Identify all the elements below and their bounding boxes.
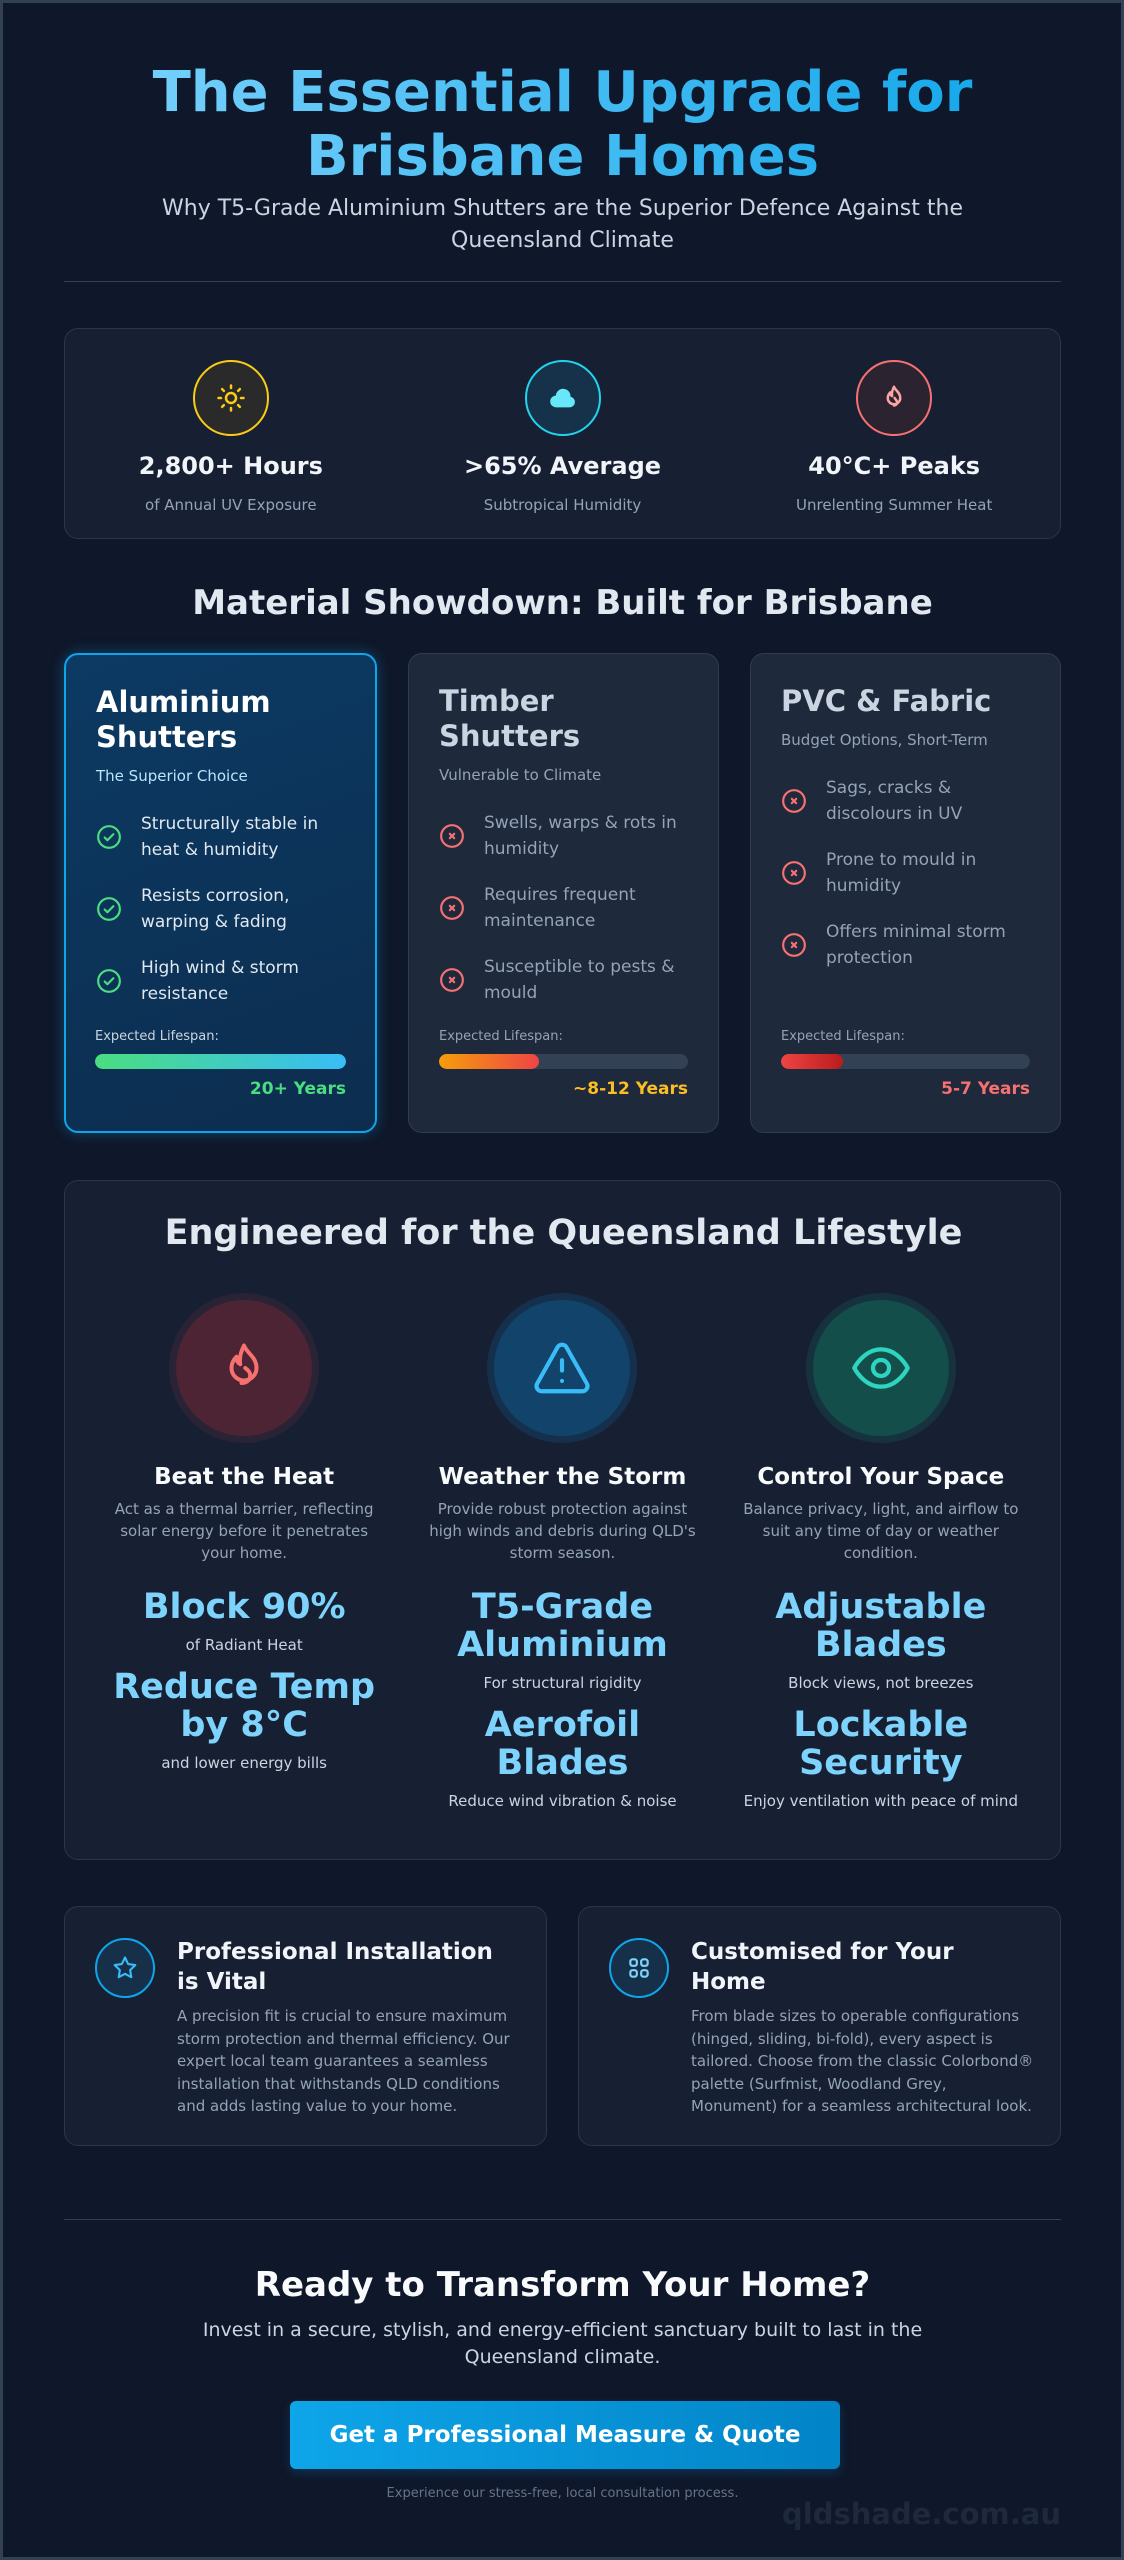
- stat-uv: [65, 329, 397, 538]
- x-circle-icon: [439, 823, 465, 849]
- info-title: Professional Installation is Vital: [177, 1939, 493, 1995]
- con-item: [439, 810, 688, 862]
- feature-metric: Aerofoil Blades: [484, 1705, 641, 1783]
- metric-label: Reduce wind vibration & noise: [448, 1792, 677, 1810]
- cloud-icon: [525, 360, 601, 436]
- con-text: Offers minimal storm protection: [826, 922, 1006, 968]
- card-timber: [408, 653, 719, 1133]
- check-circle-icon: [96, 968, 122, 994]
- page-subtitle: Why T5-Grade Aluminium Shutters are the Superior Defence Against the Queensland Climate: [162, 196, 963, 253]
- pro-text: Resists corrosion, warping & fading: [141, 886, 290, 932]
- metric-label: Enjoy ventilation with peace of mind: [743, 1792, 1018, 1810]
- lifespan-years: 5-7 Years: [941, 1079, 1030, 1099]
- stat-value: >65% Average: [463, 452, 662, 480]
- infographic-page: [3, 3, 1121, 2557]
- lifespan-label: Expected Lifespan:: [439, 1029, 563, 1044]
- grid-icon: [609, 1938, 669, 1998]
- metric-label: and lower energy bills: [161, 1754, 327, 1772]
- feature-metric: Reduce Temp by 8°C: [113, 1667, 376, 1745]
- card-title: Aluminium Shutters: [96, 685, 271, 754]
- features-panel: [64, 1180, 1061, 1860]
- pro-item: [96, 955, 345, 1007]
- x-circle-icon: [439, 967, 465, 993]
- divider: [64, 281, 1061, 282]
- con-item: [781, 775, 1030, 827]
- feature-storm: [403, 1293, 721, 1810]
- card-aluminium: [64, 653, 377, 1133]
- cta-note: Experience our stress-free, local consultation process.: [386, 2486, 739, 2501]
- divider: [64, 2219, 1061, 2220]
- feature-desc: Provide robust protection against high winds and debris during QLD's storm season.: [429, 1500, 696, 1562]
- climate-stats-panel: [64, 328, 1061, 539]
- metric-label: Block views, not breezes: [788, 1674, 974, 1692]
- card-pvc-fabric: [750, 653, 1061, 1133]
- lifespan-label: Expected Lifespan:: [781, 1029, 905, 1044]
- installation-card: [64, 1906, 547, 2146]
- stat-label: of Annual UV Exposure: [145, 496, 317, 514]
- feature-title: Weather the Storm: [438, 1464, 687, 1490]
- features-heading: Engineered for the Queensland Lifestyle: [164, 1213, 963, 1253]
- stat-label: Subtropical Humidity: [483, 496, 642, 514]
- pro-text: High wind & storm resistance: [141, 958, 299, 1004]
- sun-icon: [193, 360, 269, 436]
- lifespan-bar: [781, 1054, 1030, 1069]
- info-title: Customised for Your Home: [691, 1939, 954, 1995]
- get-quote-button[interactable]: Get a Professional Measure & Quote: [290, 2401, 840, 2469]
- card-subtitle: Vulnerable to Climate: [439, 766, 602, 784]
- pro-text: Structurally stable in heat & humidity: [141, 814, 319, 860]
- cta-heading: Ready to Transform Your Home?: [254, 2265, 871, 2305]
- lifespan-years: 20+ Years: [249, 1079, 346, 1099]
- x-circle-icon: [439, 895, 465, 921]
- x-circle-icon: [781, 932, 807, 958]
- cta-text: Invest in a secure, stylish, and energy-efficient sanctuary built to last in the Queensland climate.: [202, 2319, 923, 2368]
- card-subtitle: The Superior Choice: [96, 767, 248, 785]
- con-text: Prone to mould in humidity: [826, 850, 977, 896]
- customisation-card: [578, 1906, 1061, 2146]
- materials-heading: Material Showdown: Built for Brisbane: [192, 583, 933, 623]
- lifespan-bar: [439, 1054, 688, 1069]
- feature-metric: T5-Grade Aluminium: [457, 1587, 668, 1665]
- brand-watermark: qldshade.com.au: [782, 2497, 1061, 2531]
- con-item: [781, 847, 1030, 899]
- x-circle-icon: [781, 860, 807, 886]
- con-item: [439, 882, 688, 934]
- feature-metric: Lockable Security: [793, 1705, 969, 1783]
- con-item: [781, 919, 1030, 971]
- con-text: Sags, cracks & discolours in UV: [826, 778, 963, 824]
- info-body: From blade sizes to operable configurations (hinged, sliding, bi-fold), every aspect is tailored. Choose from the classic Colorbond® palette (Surfmist, Woodland Grey, Monument) for a seamless architectural look.: [691, 2007, 1034, 2115]
- feature-heat: [85, 1293, 403, 1810]
- feature-desc: Act as a thermal barrier, reflecting solar energy before it penetrates your home.: [114, 1500, 374, 1562]
- info-body: A precision fit is crucial to ensure maximum storm protection and thermal efficiency. Our expert local team guarantees a seamless installation that withstands QLD conditions and adds lasting value to your home.: [177, 2007, 510, 2115]
- lifespan-bar: [95, 1054, 346, 1069]
- lifespan-label: Expected Lifespan:: [95, 1029, 219, 1044]
- stat-heat: [728, 329, 1060, 538]
- feature-control: [722, 1293, 1040, 1810]
- con-text: Swells, warps & rots in humidity: [484, 813, 677, 859]
- metric-label: For structural rigidity: [483, 1674, 642, 1692]
- feature-metric: Block 90%: [142, 1587, 346, 1627]
- con-text: Susceptible to pests & mould: [484, 957, 675, 1003]
- stat-value: 2,800+ Hours: [138, 452, 323, 480]
- con-text: Requires frequent maintenance: [484, 885, 636, 931]
- stat-humidity: [397, 329, 729, 538]
- x-circle-icon: [781, 788, 807, 814]
- lifespan-years: ~8-12 Years: [573, 1079, 688, 1099]
- card-title: Timber Shutters: [439, 684, 581, 753]
- pro-item: [96, 883, 345, 935]
- warning-triangle-icon: [494, 1300, 630, 1436]
- check-circle-icon: [96, 824, 122, 850]
- feature-title: Beat the Heat: [154, 1464, 335, 1490]
- stat-value: 40°C+ Peaks: [808, 452, 981, 480]
- card-subtitle: Budget Options, Short-Term: [781, 731, 988, 749]
- material-comparison: [64, 653, 1061, 1133]
- metric-label: of Radiant Heat: [185, 1636, 303, 1654]
- star-icon: [95, 1938, 155, 1998]
- con-item: [439, 954, 688, 1006]
- lifespan: [95, 1029, 346, 1099]
- lifespan: [781, 1029, 1030, 1099]
- page-title: The Essential Upgrade for Brisbane Homes: [64, 61, 1061, 189]
- flame-icon: [176, 1300, 312, 1436]
- feature-metric: Adjustable Blades: [775, 1587, 987, 1665]
- pro-item: [96, 811, 345, 863]
- feature-desc: Balance privacy, light, and airflow to suit any time of day or weather condition.: [743, 1500, 1019, 1562]
- flame-icon: [856, 360, 932, 436]
- eye-icon: [813, 1300, 949, 1436]
- feature-title: Control Your Space: [757, 1464, 1005, 1490]
- check-circle-icon: [96, 896, 122, 922]
- stat-label: Unrelenting Summer Heat: [796, 496, 993, 514]
- lifespan: [439, 1029, 688, 1099]
- card-title: PVC & Fabric: [781, 684, 992, 718]
